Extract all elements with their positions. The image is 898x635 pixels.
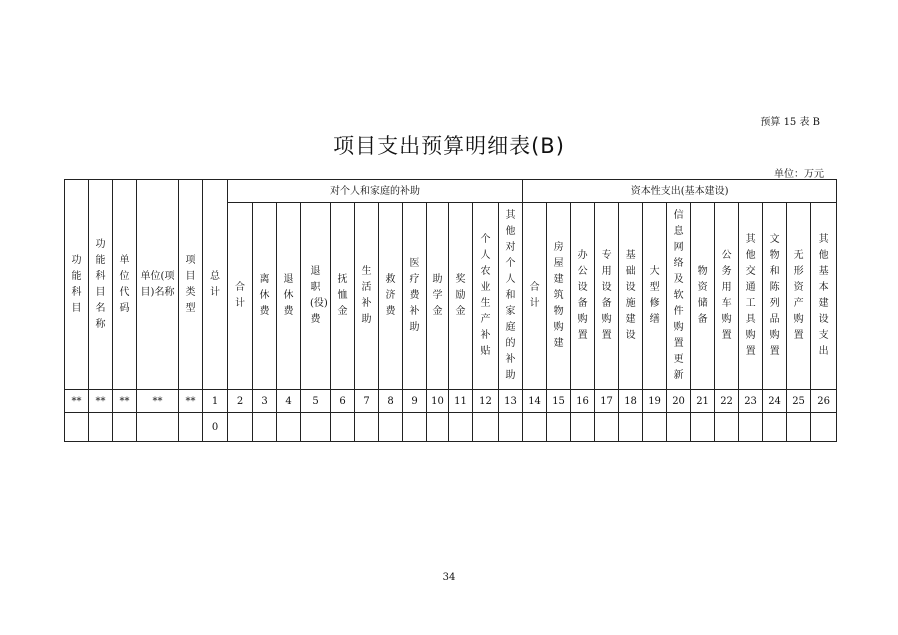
code-cell: 22	[715, 390, 739, 413]
header-personal-col: 救济费	[379, 203, 403, 390]
code-cell: 24	[763, 390, 787, 413]
code-cell: 3	[253, 390, 277, 413]
code-cell: **	[179, 390, 203, 413]
data-cell	[571, 413, 595, 442]
data-cell	[179, 413, 203, 442]
header-capital-col: 其他交通工具购置	[739, 203, 763, 390]
header-capital-col: 物资储备	[691, 203, 715, 390]
code-cell: **	[65, 390, 89, 413]
data-cell	[113, 413, 137, 442]
code-cell: 15	[547, 390, 571, 413]
code-cell: 4	[277, 390, 301, 413]
group-header-personal: 对个人和家庭的补助	[228, 180, 523, 203]
header-personal-col: 个人农业生产补贴	[473, 203, 499, 390]
header-unit-code: 单位代码	[113, 180, 137, 390]
data-cell	[228, 413, 253, 442]
data-cell	[787, 413, 811, 442]
data-cell	[65, 413, 89, 442]
data-cell	[449, 413, 473, 442]
data-cell	[643, 413, 667, 442]
header-personal-col: 生活补助	[355, 203, 379, 390]
code-cell: 18	[619, 390, 643, 413]
data-cell	[137, 413, 179, 442]
code-cell: 23	[739, 390, 763, 413]
page-number: 34	[442, 572, 456, 583]
header-capital-col: 基础设施建设	[619, 203, 643, 390]
header-capital-col: 大型修缮	[643, 203, 667, 390]
code-cell: **	[137, 390, 179, 413]
header-capital-col: 公务用车购置	[715, 203, 739, 390]
code-cell: 26	[811, 390, 837, 413]
data-cell	[473, 413, 499, 442]
data-cell	[301, 413, 331, 442]
code-cell: 9	[403, 390, 427, 413]
code-cell: 14	[523, 390, 547, 413]
header-project-type: 项目类型	[179, 180, 203, 390]
data-cell	[253, 413, 277, 442]
data-cell	[811, 413, 837, 442]
code-cell: 25	[787, 390, 811, 413]
header-personal-col: 医疗费补助	[403, 203, 427, 390]
code-row	[65, 390, 837, 413]
code-cell: 17	[595, 390, 619, 413]
data-cell	[379, 413, 403, 442]
data-cell	[667, 413, 691, 442]
code-cell: 2	[228, 390, 253, 413]
code-cell: 5	[301, 390, 331, 413]
data-cell	[277, 413, 301, 442]
data-row	[65, 413, 837, 442]
header-capital-col: 文物和陈列品购置	[763, 203, 787, 390]
header-personal-col: 离休费	[253, 203, 277, 390]
code-cell: 20	[667, 390, 691, 413]
header-personal-col: 助学金	[427, 203, 449, 390]
header-personal-col: 抚恤金	[331, 203, 355, 390]
header-personal-col: 退休费	[277, 203, 301, 390]
header-function-code: 功能科目	[65, 180, 89, 390]
header-capital-col: 房屋建筑物购建	[547, 203, 571, 390]
code-cell: 12	[473, 390, 499, 413]
code-cell: 8	[379, 390, 403, 413]
code-cell: **	[89, 390, 113, 413]
data-cell	[595, 413, 619, 442]
group-header-capital: 资本性支出(基本建设)	[523, 180, 837, 203]
header-personal-col: 奖励金	[449, 203, 473, 390]
data-cell	[715, 413, 739, 442]
code-cell: 7	[355, 390, 379, 413]
header-capital-col: 信息网络及软件购置更新	[667, 203, 691, 390]
header-function-name: 功能科目名称	[89, 180, 113, 390]
data-cell	[619, 413, 643, 442]
code-cell: 19	[643, 390, 667, 413]
header-capital-col: 合计	[523, 203, 547, 390]
header-capital-col: 办公设备购置	[571, 203, 595, 390]
page-title: 项目支出预算明细表(B)	[333, 134, 565, 158]
budget-table	[64, 179, 837, 442]
code-cell: 6	[331, 390, 355, 413]
header-unit-name: 单位(项目)名称	[137, 180, 179, 390]
code-cell: 11	[449, 390, 473, 413]
header-capital-col: 专用设备购置	[595, 203, 619, 390]
code-cell: 16	[571, 390, 595, 413]
form-number: 预算 15 表 B	[760, 117, 820, 128]
data-cell	[427, 413, 449, 442]
header-capital-col: 无形资产购置	[787, 203, 811, 390]
data-cell	[403, 413, 427, 442]
data-cell	[89, 413, 113, 442]
header-personal-col: 合计	[228, 203, 253, 390]
code-cell: **	[113, 390, 137, 413]
header-total: 总计	[203, 180, 228, 390]
code-cell: 13	[499, 390, 523, 413]
data-cell	[547, 413, 571, 442]
code-cell: 10	[427, 390, 449, 413]
data-cell-total: 0	[203, 413, 228, 442]
data-cell	[331, 413, 355, 442]
data-cell	[763, 413, 787, 442]
header-personal-col: 退职(役)费	[301, 203, 331, 390]
data-cell	[523, 413, 547, 442]
code-cell: 1	[203, 390, 228, 413]
data-cell	[739, 413, 763, 442]
code-cell: 21	[691, 390, 715, 413]
data-cell	[499, 413, 523, 442]
header-capital-col: 其他基本建设支出	[811, 203, 837, 390]
data-cell	[691, 413, 715, 442]
header-personal-col: 其他对个人和家庭的补助	[499, 203, 523, 390]
unit-label: 单位：万元	[774, 169, 824, 180]
data-cell	[355, 413, 379, 442]
